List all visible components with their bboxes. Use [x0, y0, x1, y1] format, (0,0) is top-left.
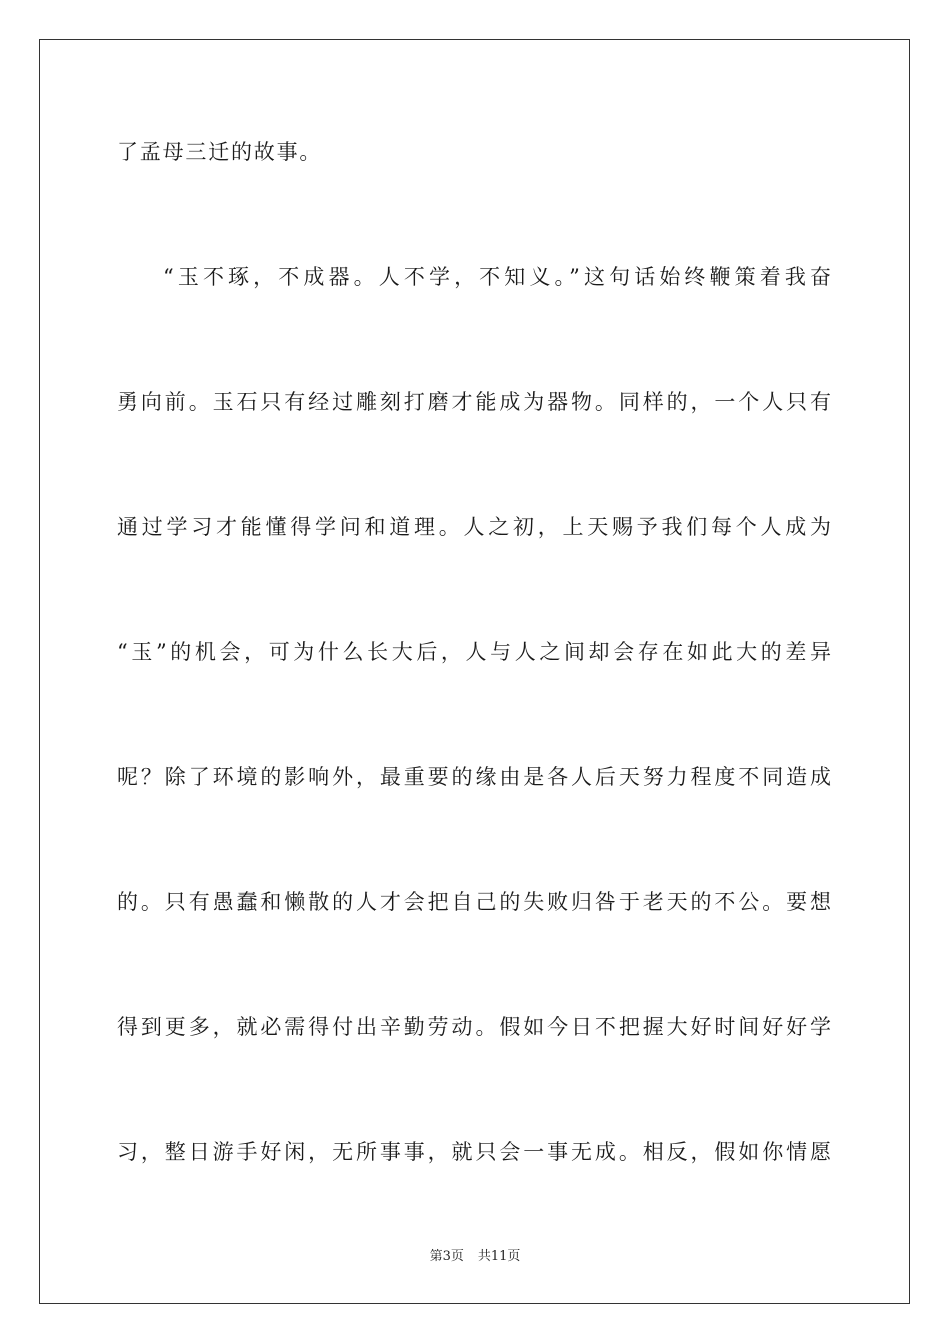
- body-text-line-4: 通过学习才能懂得学问和道理。人之初，上天赐予我们每个人成为: [117, 515, 831, 539]
- body-text-line-6: 呢？除了环境的影响外，最重要的缘由是各人后天努力程度不同造成: [117, 765, 831, 789]
- body-text-line-5: “玉”的机会，可为什么长大后，人与人之间却会存在如此大的差异: [117, 640, 831, 664]
- body-text-line-2: “玉不琢，不成器。人不学，不知义。”这句话始终鞭策着我奋: [163, 265, 831, 289]
- body-text-line-7: 的。只有愚蠢和懒散的人才会把自己的失败归咎于老天的不公。要想: [117, 890, 831, 914]
- page-total: 共11页: [477, 1249, 521, 1264]
- body-text-line-3: 勇向前。玉石只有经过雕刻打磨才能成为器物。同样的，一个人只有: [117, 390, 831, 414]
- body-text-line-1: 了孟母三迁的故事。: [117, 140, 323, 164]
- page-border: [39, 39, 910, 1304]
- page-footer: [0, 1248, 950, 1266]
- body-text-line-9: 习，整日游手好闲，无所事事，就只会一事无成。相反，假如你情愿: [117, 1140, 831, 1164]
- body-text-line-8: 得到更多，就必需得付出辛勤劳动。假如今日不把握大好时间好好学: [117, 1015, 831, 1039]
- page-number: 第3页: [429, 1249, 464, 1264]
